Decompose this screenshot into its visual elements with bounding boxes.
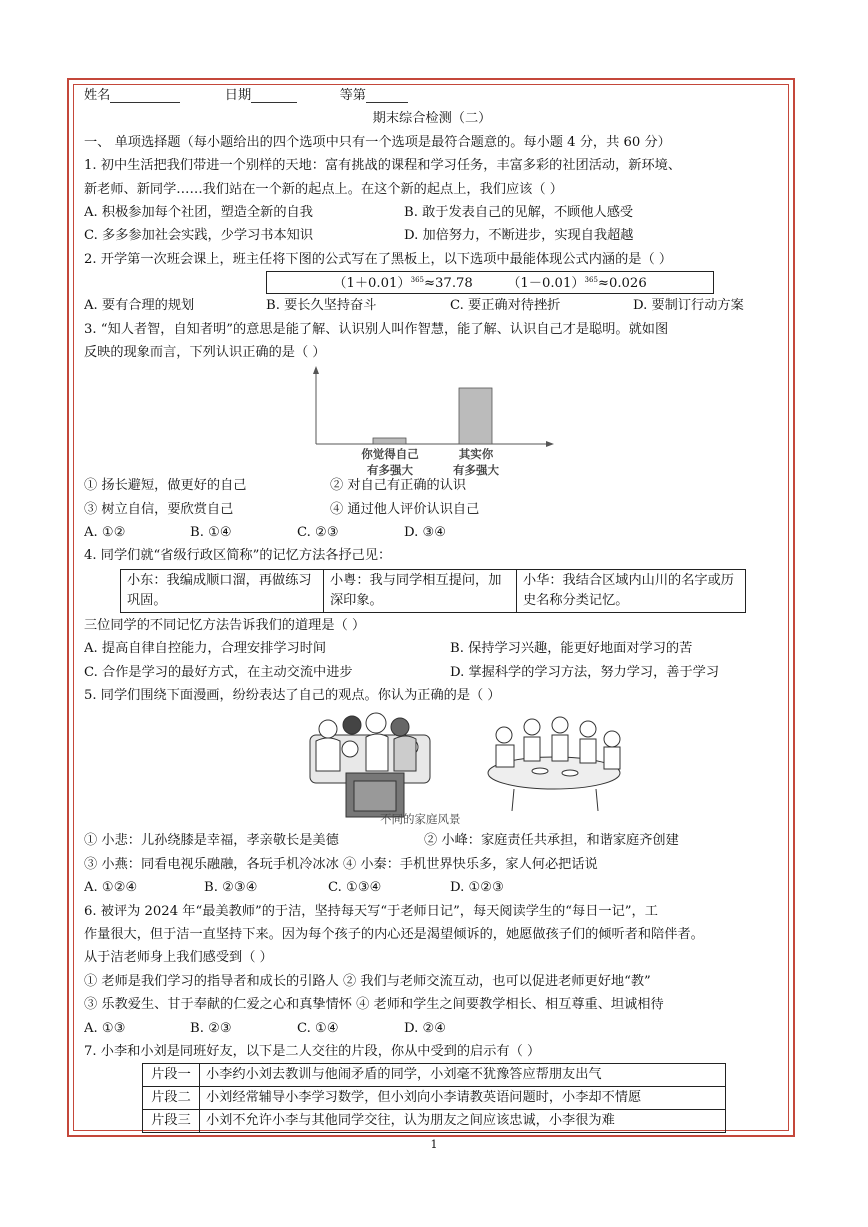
bar-actual-label-line2: 有多强大 <box>453 463 499 478</box>
q7-row-3-text: 小刘不允许小李与其他同学交往，认为朋友之间应该忠诚，小李很为难 <box>200 1110 726 1133</box>
bar-actual-label-line1: 其实你 <box>458 447 494 462</box>
q7-row-1 <box>143 1064 726 1087</box>
q4-option-a[interactable]: A. 提高自律自控能力，合理安排学习时间 <box>84 641 327 657</box>
formula-2-exponent: 365 <box>584 276 598 285</box>
q4-option-b[interactable]: B. 保持学习兴趣，能更好地面对学习的苦 <box>450 641 693 657</box>
q7-stem: 7. 小李和小刘是同班好友，以下是二人交往的片段，你从中受到的启示有（ ） <box>84 1043 541 1059</box>
q3-figure <box>84 364 780 478</box>
q6-stem-line2: 作量很大，但于洁一直坚持下来。因为每个孩子的内心还是渴望倾诉的，她愿做孩子们的倾听者和陪伴者。 <box>84 926 704 942</box>
q2-option-d[interactable]: D. 要制订行动方案 <box>633 298 744 314</box>
q3-statement-2: ② 对自己有正确的认识 <box>330 478 467 494</box>
q2-option-c[interactable]: C. 要正确对待挫折 <box>450 298 561 314</box>
q6-option-c[interactable]: C. ①④ <box>297 1020 339 1036</box>
q4-option-c[interactable]: C. 合作是学习的最好方式，在主动交流中进步 <box>84 664 353 680</box>
page-title: 期末综合检测（二） <box>372 111 492 127</box>
q7-row-1-text: 小李约小刘去教训与他闹矛盾的同学，小刘毫不犹豫答应帮朋友出气 <box>200 1064 726 1087</box>
q2-stem: 2. 开学第一次班会课上，班主任将下图的公式写在了黑板上，以下选项中最能体现公式内涵的是（ ） <box>84 251 673 267</box>
bar-perceived <box>373 438 406 444</box>
q1-options-row1 <box>84 201 780 224</box>
q2-option-a[interactable]: A. 要有合理的规划 <box>84 298 195 314</box>
q5-statement-1: ① 小悲：儿孙绕膝是幸福，孝亲敬长是美德 <box>84 833 339 849</box>
q3-statement-4: ④ 通过他人评价认识自己 <box>330 501 480 517</box>
grade-label: 等第 <box>339 88 366 103</box>
q3-stem-line2: 反映的现象而言，下列认识正确的是（ ） <box>84 344 326 360</box>
name-label: 姓名 <box>84 88 111 103</box>
q6-option-a[interactable]: A. ①③ <box>84 1020 126 1036</box>
q1-option-a[interactable]: A. 积极参加每个社团，塑造全新的自我 <box>84 204 313 220</box>
q4-options-row1 <box>84 637 780 660</box>
q5-option-d[interactable]: D. ①②③ <box>450 880 504 896</box>
q2-option-b[interactable]: B. 要长久坚持奋斗 <box>266 298 377 314</box>
q3-stem-line1: 3. “知人者智，自知者明”的意思是能了解、认识别人叫作智慧，能了解、认识自己才是聪明。就如图 <box>84 321 669 337</box>
q4-table <box>120 569 746 613</box>
q4-cell-xiaoyue: 小粤：我与同学相互提问，加深印象。 <box>324 569 517 612</box>
q1-option-b[interactable]: B. 敢于发表自己的见解，不顾他人感受 <box>404 204 634 220</box>
q6-stem-line3: 从于洁老师身上我们感受到（ ） <box>84 950 273 966</box>
q3-option-a[interactable]: A. ①② <box>84 525 126 541</box>
formula-2-result: ≈0.026 <box>597 276 647 292</box>
date-label: 日期 <box>224 88 252 103</box>
q6-option-b[interactable]: B. ②③ <box>190 1020 232 1036</box>
q4-option-d[interactable]: D. 掌握科学的学习方法，努力学习，善于学习 <box>450 664 720 680</box>
q7-table <box>142 1063 726 1133</box>
q7-row-2-label: 片段二 <box>143 1087 200 1110</box>
family-tv-scene <box>310 713 430 817</box>
date-blank[interactable] <box>251 88 297 103</box>
q1-option-c[interactable]: C. 多多参加社会实践，少学习书本知识 <box>84 228 314 244</box>
q6-options-row <box>84 1017 780 1040</box>
q7-row-3-label: 片段三 <box>143 1110 200 1133</box>
q1-option-d[interactable]: D. 加倍努力，不断进步，实现自我超越 <box>404 228 634 244</box>
q4-cell-xiaohua: 小华：我结合区域内山川的名字或历史名称分类记忆。 <box>517 569 746 612</box>
q3-bar-figure <box>84 364 780 474</box>
q1-options-row2 <box>84 224 780 247</box>
name-blank[interactable] <box>110 88 180 103</box>
q5-statement-2: ② 小峰：家庭责任共承担，和谐家庭齐创建 <box>424 833 679 849</box>
q3-statements-row1 <box>84 474 780 497</box>
q2-formula-box <box>266 271 714 294</box>
q6-stem-line1: 6. 被评为 2024 年“最美教师”的于洁，坚持每天写“于老师日记”，每天阅读学生的“每日一记”，工 <box>84 903 658 919</box>
student-info-line <box>84 84 780 107</box>
q7-row-1-label: 片段一 <box>143 1064 200 1087</box>
q5-cartoon <box>84 707 780 829</box>
q7-row-3 <box>143 1110 726 1133</box>
q5-option-a[interactable]: A. ①②④ <box>84 880 138 896</box>
q2-options-row <box>84 294 780 317</box>
page-number: 1 <box>430 1138 438 1151</box>
section-heading: 一、 单项选择题（每小题给出的四个选项中只有一个选项是最符合题意的。每小题 4 分，共 60 分） <box>84 134 671 150</box>
q5-statements-row1 <box>84 829 780 852</box>
bar-actual <box>459 388 492 444</box>
q5-option-b[interactable]: B. ②③④ <box>204 880 258 896</box>
q6-statements-row2: ③ 乐教爱生、甘于奉献的仁爱之心和真挚情怀 ④ 老师和学生之间要教学相长、相互尊重、坦诚相待 <box>84 997 664 1013</box>
q3-statement-3: ③ 树立自信，要欣赏自己 <box>84 501 234 517</box>
bar-perceived-label-line2: 有多强大 <box>367 463 413 478</box>
q7-row-2 <box>143 1087 726 1110</box>
q3-statement-1: ① 扬长避短，做更好的自己 <box>84 478 247 494</box>
y-axis-arrow <box>313 366 319 374</box>
formula-1-result: ≈37.78 <box>423 276 473 292</box>
q5-statements-row2: ③ 小燕：同看电视乐融融，各玩手机冷冰冰 ④ 小秦：手机世界快乐多，家人何必把话说 <box>84 856 598 872</box>
family-phone-scene <box>488 717 620 811</box>
q5-options-row <box>84 876 780 899</box>
q4-options-row2 <box>84 661 780 684</box>
formula-1-exponent: 365 <box>410 276 424 285</box>
q1-stem-line1: 1. 初中生活把我们带进一个别样的天地：富有挑战的课程和学习任务，丰富多彩的社团活动，新环境、 <box>84 158 682 174</box>
q3-option-d[interactable]: D. ③④ <box>404 525 447 541</box>
bar-perceived-label-line1: 你觉得自己 <box>361 447 419 462</box>
q1-stem-line2: 新老师、新同学……我们站在一个新的起点上。在这个新的起点上，我们应该（ ） <box>84 181 563 197</box>
q4-table-row <box>121 569 746 612</box>
q4-cell-xiaodong: 小东：我编成顺口溜，再做练习巩固。 <box>121 569 324 612</box>
q7-row-2-text: 小刘经常辅导小李学习数学，但小刘向小李请教英语问题时，小李却不情愿 <box>200 1087 726 1110</box>
grade-blank[interactable] <box>366 88 408 103</box>
q6-option-d[interactable]: D. ②④ <box>404 1020 447 1036</box>
formula-1-base: （1＋0.01） <box>333 276 411 292</box>
q3-option-c[interactable]: C. ②③ <box>297 525 339 541</box>
q3-option-b[interactable]: B. ①④ <box>190 525 232 541</box>
q5-stem: 5. 同学们围绕下面漫画，纷纷表达了自己的观点。你认为正确的是（ ） <box>84 688 501 704</box>
q4-stem2: 三位同学的不同记忆方法告诉我们的道理是（ ） <box>84 617 366 633</box>
q4-stem: 4. 同学们就“省级行政区简称”的记忆方法各抒己见： <box>84 548 392 564</box>
formula-2-base: （1－0.01） <box>507 276 585 292</box>
q3-statements-row2 <box>84 498 780 521</box>
x-axis-arrow <box>546 441 554 447</box>
q5-cartoon-caption: 不同的家庭风景 <box>380 812 461 827</box>
q6-statements-row1: ① 老师是我们学习的指导者和成长的引路人 ② 我们与老师交流互动，也可以促进老师更好地“教” <box>84 973 651 989</box>
q5-option-c[interactable]: C. ①③④ <box>328 880 382 896</box>
exam-page <box>84 84 780 1133</box>
q3-options-row <box>84 521 780 544</box>
